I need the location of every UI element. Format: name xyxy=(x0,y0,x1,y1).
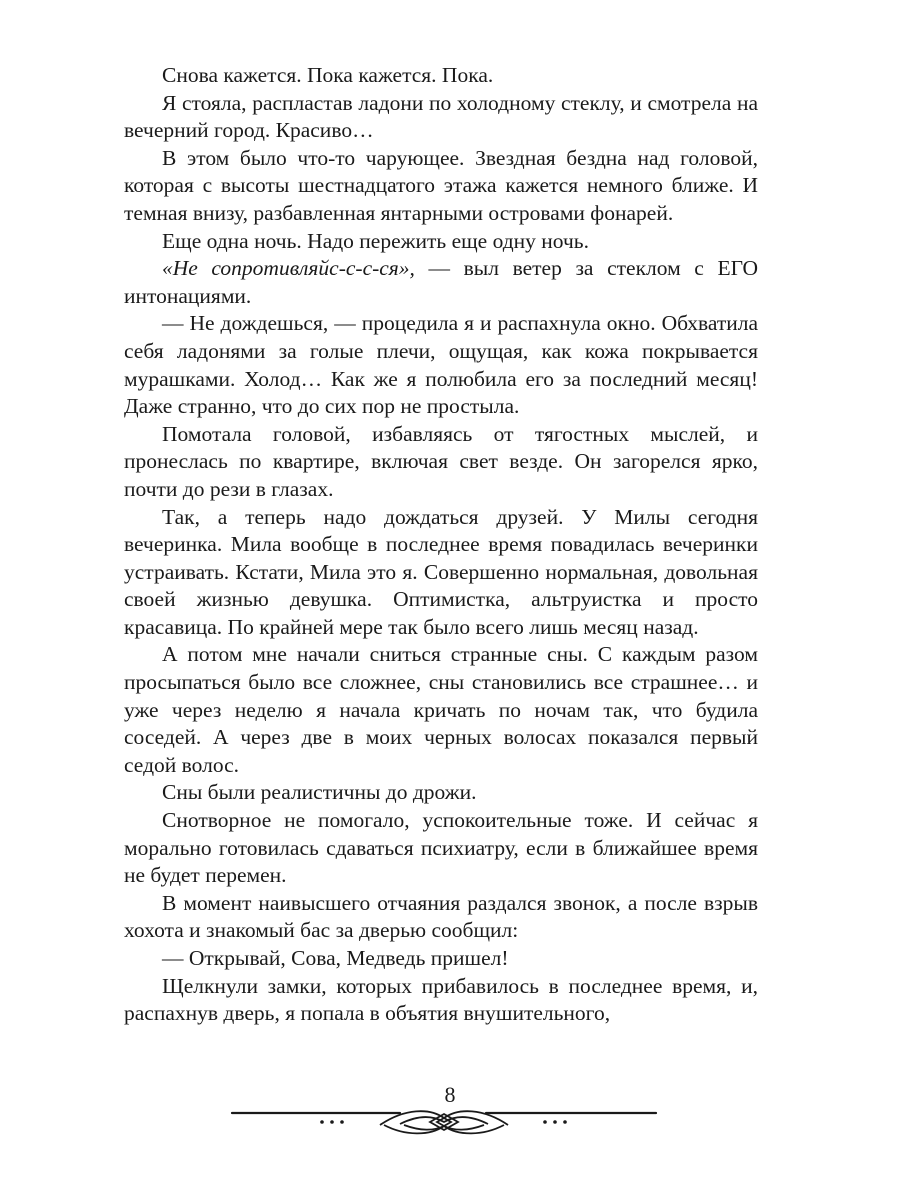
paragraph: — Открывай, Сова, Медведь пришел! xyxy=(162,946,509,970)
paragraph: Так, а теперь надо дождаться друзей. У Милы сегодня вечеринка. Мила вообще в последнее время повадилась вечеринки устраивать. Кстати, Мила это я. Совершенно нормальная, довольная своей жизнью девушка. Оптимистка, альтруистка и просто красавица. По крайней мере так было всего лишь месяц назад. xyxy=(124,504,758,639)
paragraph: Еще одна ночь. Надо пережить еще одну ночь. xyxy=(162,228,589,253)
paragraph: Щелкнули замки, которых прибавилось в последнее время, и, распахнув дверь, я попала в объятия внушительного, xyxy=(124,973,758,1026)
paragraph: В момент наивысшего отчаяния раздался звонок, а после взрыв хохота и знакомый бас за дверью сообщил: xyxy=(124,890,758,943)
paragraph: Я стояла, распластав ладони по холодному стеклу, и смотрела на вечерний город. Красиво… xyxy=(124,90,758,143)
paragraph: Сны были реалистичны до дрожи. xyxy=(162,780,477,805)
paragraph: В этом было что-то чарующее. Звездная бездна над головой, которая с высоты шестнадцатого этажа кажется немного ближе. И темная внизу, разбавленная янтарными островами фонарей. xyxy=(124,145,758,225)
page-number: 8 xyxy=(444,1082,456,1107)
ornament-center xyxy=(380,1111,508,1133)
paragraph-text: — выл ветер за стеклом с ЕГО интонациями. xyxy=(124,256,758,308)
paragraph xyxy=(124,255,758,310)
paragraph: Снотворное не помогало, успокоительные тоже. И сейчас я морально готовилась сдаваться психиатру, если в ближайшее время не будет перемен. xyxy=(124,808,758,888)
page-text xyxy=(124,62,758,1028)
paragraph: Снова кажется. Пока кажется. Пока. xyxy=(162,63,494,87)
footer-ornament xyxy=(0,1080,900,1150)
paragraph: А потом мне начали сниться странные сны. С каждым разом просыпаться было все сложнее, сны становились все страшнее… и уже через неделю я начала кричать по ночам так, что будила соседей. А через две в моих черных волосах показался первый седой волос. xyxy=(124,642,758,777)
paragraph: — Не дождешься, — процедила я и распахнула окно. Обхватила себя ладонями за голые плечи, ощущая, как кожа покрывается мурашками. Холод… Как же я полюбила его за последний месяц! Даже странно, что до сих пор не простыла. xyxy=(124,311,758,419)
italic-quote: «Не сопротивляйс-с-с-ся», xyxy=(162,256,415,281)
paragraph: Помотала головой, избавляясь от тягостных мыслей, и пронеслась по квартире, включая свет везде. Он загорелся ярко, почти до рези в глазах. xyxy=(124,421,758,501)
